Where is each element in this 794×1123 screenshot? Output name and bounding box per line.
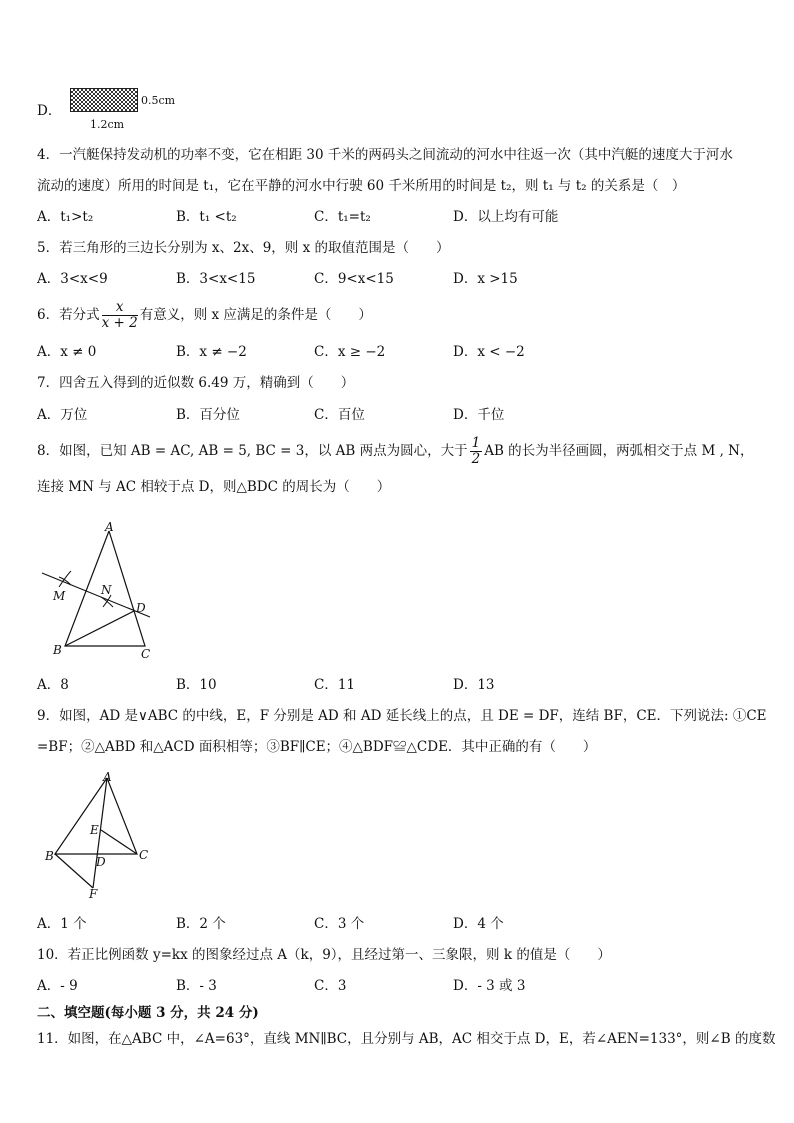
q5-stem: 5．若三角形的三边长分别为 x、2x、9，则 x 的取值范围是（ ） (37, 240, 450, 256)
segment-ce (101, 830, 137, 854)
q8-option-b: B．10 (176, 677, 217, 693)
q8-option-d: D．13 (453, 677, 495, 693)
q4-option-c: C．t₁=t₂ (314, 209, 371, 225)
q8-line1-a: 8．如图，已知 AB = AC, AB = 5, BC = 3，以 AB 两点为圆心，大于 (37, 443, 468, 459)
q9-label-b: B (45, 849, 54, 863)
q9-stem-line2: =BF；②△ABD 和△ACD 面积相等；③BF∥CE；④△BDF≌△CDE．其中正确的有（ ） (37, 739, 597, 755)
q6-option-a: A．x ≠ 0 (37, 344, 97, 360)
triangle-abc (55, 778, 137, 854)
q6-prefix: 6．若分式 (37, 307, 100, 323)
q6-suffix: 有意义，则 x 应满足的条件是（ ） (139, 307, 372, 323)
q9-option-d: D．4 个 (453, 916, 504, 932)
q9-label-f: F (89, 887, 98, 900)
q9-label-e: E (90, 823, 99, 837)
q10-stem: 10．若正比例函数 y=kx 的图象经过点 A（k，9），且经过第一、三象限，则 k 的值是（ ） (37, 947, 611, 963)
q6-frac-den: x + 2 (101, 315, 138, 331)
q9-figure (37, 770, 157, 900)
q7-option-a: A．万位 (37, 407, 88, 423)
q10-option-c: C．3 (314, 978, 347, 994)
q9-label-c: C (139, 848, 149, 862)
q4-option-d: D．以上均有可能 (453, 209, 559, 225)
q5-option-a: A．3<x<9 (37, 271, 108, 287)
q8-label-m: M (53, 589, 66, 603)
q8-stem-line2: 连接 MN 与 AC 相较于点 D，则△BDC 的周长为（ ） (37, 479, 391, 495)
q9-option-c: C．3 个 (314, 916, 365, 932)
q4-stem-line1: 4．一汽艇保持发动机的功率不变，它在相距 30 千米的两码头之间流动的河水中往返一次（其中汽艇的速度大于河水 (37, 147, 733, 163)
q8-line1-b: AB 的长为半径画圆，两弧相交于点 M , N， (484, 443, 754, 459)
q4-option-a: A．t₁>t₂ (37, 209, 94, 225)
q11-stem: 11．如图，在△ABC 中，∠A=63°，直线 MN∥BC，且分别与 AB，AC 相交于点 D，E，若∠AEN=133°，则∠B 的度数 (37, 1031, 776, 1047)
q6-option-c: C．x ≥ −2 (314, 344, 386, 360)
q6-frac-num: x (102, 300, 138, 316)
q6-fraction (102, 300, 138, 331)
q8-option-a: A．8 (37, 677, 69, 693)
q8-label-a: A (105, 520, 114, 534)
q5-option-d: D．x >15 (453, 271, 518, 287)
q5-option-b: B．3<x<15 (176, 271, 256, 287)
q9-option-b: B．2 个 (176, 916, 226, 932)
checkered-rectangle (70, 88, 138, 112)
q3-width-label: 1.2cm (90, 118, 125, 131)
q8-label-b: B (53, 643, 62, 657)
q4-option-b: B．t₁ <t₂ (176, 209, 237, 225)
q8-label-c: C (141, 647, 151, 660)
q5-option-c: C．9<x<15 (314, 271, 394, 287)
q9-option-a: A．1 个 (37, 916, 87, 932)
q7-option-c: C．百位 (314, 407, 365, 423)
q4-stem-line2: 流动的速度）所用的时间是 t₁，它在平静的河水中行驶 60 千米所用的时间是 t₂，则 t₁ 与 t₂ 的关系是（ ） (37, 178, 686, 194)
q8-label-d: D (136, 601, 146, 615)
q8-option-c: C．11 (314, 677, 356, 693)
q7-option-b: B．百分位 (176, 407, 240, 423)
q9-stem-line1: 9．如图，AD 是∨ABC 的中线，E，F 分别是 AD 和 AD 延长线上的点，且 DE = DF，连结 BF，CE．下列说法: ①CE (37, 708, 767, 724)
q8-frac-num: 1 (471, 435, 481, 451)
section-title: 二、填空题(每小题 3 分，共 24 分) (37, 1005, 259, 1021)
q8-frac-den: 2 (471, 451, 481, 467)
q7-option-d: D．千位 (453, 407, 505, 423)
q8-fraction (470, 436, 483, 467)
segment-bd (65, 611, 134, 646)
q3-height-label: 0.5cm (141, 94, 176, 107)
arc-n2 (101, 597, 113, 607)
q9-label-d: D (96, 855, 106, 869)
q10-option-a: A．- 9 (37, 978, 78, 994)
q9-label-a: A (103, 770, 112, 784)
q8-figure (37, 515, 162, 660)
q10-option-d: D．- 3 或 3 (453, 978, 526, 994)
q6-option-b: B．x ≠ −2 (176, 344, 247, 360)
q6-stem (37, 298, 372, 332)
q8-stem-line1 (37, 434, 753, 468)
q3-option-d-label: D． (37, 103, 62, 119)
segment-bf (55, 854, 93, 888)
q10-option-b: B．- 3 (176, 978, 217, 994)
q6-option-d: D．x < −2 (453, 344, 525, 360)
q8-label-n: N (101, 583, 112, 597)
q7-stem: 7．四舍五入得到的近似数 6.49 万，精确到（ ） (37, 375, 355, 391)
